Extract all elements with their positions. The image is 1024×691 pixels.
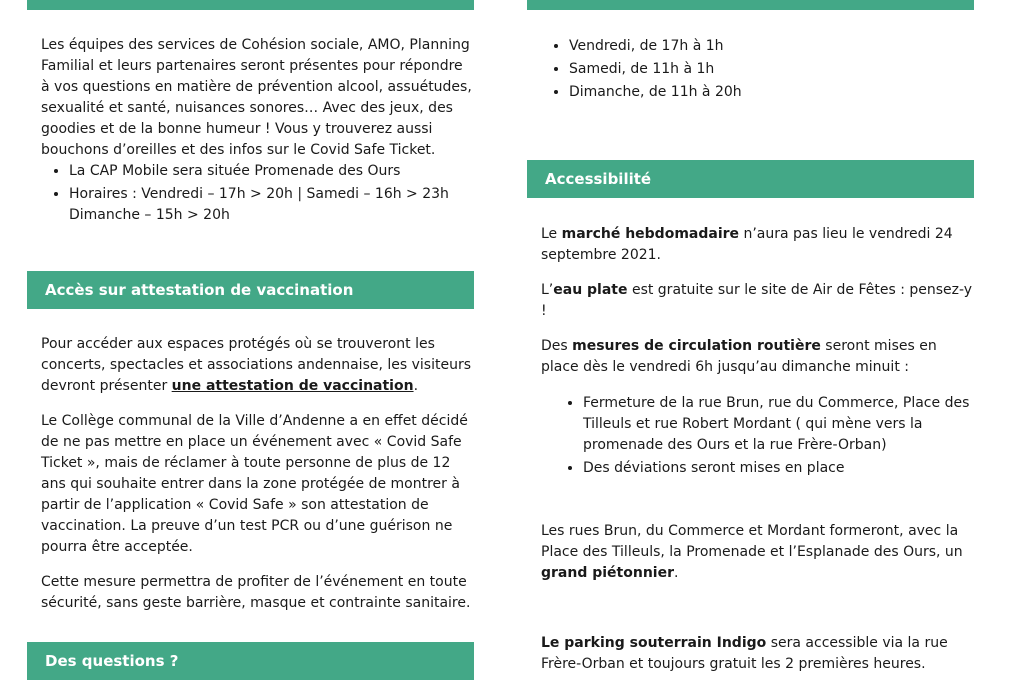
section-title-vaccination: Accès sur attestation de vaccination — [27, 271, 474, 309]
right-column — [527, 0, 974, 672]
bold-text: grand piétonnier — [541, 565, 674, 581]
list-item: • Dimanche, de 11h à 20h — [569, 82, 974, 103]
traffic-list — [541, 393, 974, 479]
bold-text: mesures de circulation routière — [572, 338, 821, 354]
list-item: • Vendredi, de 17h à 1h — [569, 36, 974, 57]
section-header-bar — [527, 0, 974, 10]
text: Pour accéder aux espaces protégés où se trouveront les concerts, spectacles et associations andennaise, les visiteurs devront présenter — [41, 336, 472, 394]
hours-list — [541, 36, 974, 103]
text: seront mises en place dès le vendredi 6h jusqu’au dimanche minuit : — [541, 338, 937, 375]
bold-text: Le parking souterrain Indigo — [541, 635, 767, 651]
paragraph — [541, 521, 974, 584]
text: Des — [541, 338, 573, 354]
list-item: • Des déviations seront mises en place — [583, 458, 974, 479]
paragraph — [541, 280, 974, 322]
text: . — [674, 565, 679, 581]
text: est gratuite sur le site de Air de Fêtes : pensez-y ! — [541, 282, 973, 319]
intro-paragraph: Les équipes des services de Cohésion sociale, AMO, Planning Familial et leurs partenaires seront présentes pour répondre à vos questions en matière de prévention alcool, assuétudes, sexualité et santé, nuisances sonores… Avec des jeux, des goodies et de la bonne humeur ! Vous y trouverez aussi bouchons d’oreilles et des infos sur le Covid Safe Ticket. — [41, 37, 472, 158]
text: . — [413, 378, 419, 394]
left-column — [27, 0, 474, 670]
bold-text: marché hebdomadaire — [561, 226, 740, 242]
paragraph — [541, 336, 974, 378]
list-item: • La CAP Mobile sera située Promenade des Ours — [69, 161, 474, 182]
section-header-bar — [27, 0, 474, 10]
accessibility-section — [527, 224, 974, 675]
text: Le — [541, 226, 562, 242]
list-item: • Horaires : Vendredi – 17h > 20h | Samedi – 16h > 23h Dimanche – 15h > 20h — [69, 184, 474, 226]
text: sera accessible via la rue Frère-Orban et toujours gratuit les 2 premières heures. — [541, 635, 948, 672]
hours-section — [527, 36, 974, 105]
paragraph — [541, 224, 974, 266]
list-item: • Fermeture de la rue Brun, rue du Commerce, Place des Tilleuls et rue Robert Mordant ( qui mène vers la promenade des Ours et la rue Frère-Orban) — [583, 393, 974, 456]
paragraph — [541, 633, 974, 675]
text: n’aura pas lieu le vendredi 24 septembre 2021. — [541, 226, 953, 263]
bold-text: eau plate — [553, 282, 628, 298]
text: Les rues Brun, du Commerce et Mordant formeront, avec la Place des Tilleuls, la Promenade et l’Esplanade des Ours, un — [541, 523, 963, 560]
cap-mobile-section — [27, 35, 474, 228]
list-item: • Samedi, de 11h à 1h — [569, 59, 974, 80]
intro-list — [41, 161, 474, 226]
paragraph: Le Collège communal de la Ville d’Andenne a en effet décidé de ne pas mettre en place un événement avec « Covid Safe Ticket », mais de réclamer à toute personne de plus de 12 ans qui souhaite entrer dans la zone protégée de montrer à partir de l’application « Covid Safe » son attestation de vaccination. La preuve d’un test PCR ou d’une guérison ne pourra être acceptée. — [41, 413, 468, 555]
paragraph — [41, 334, 474, 397]
attestation-link[interactable]: une attestation de vaccination — [171, 378, 414, 394]
section-title-questions: Des questions ? — [27, 642, 474, 680]
vaccination-section — [27, 334, 474, 614]
text: L’ — [541, 282, 554, 298]
section-title-accessibility: Accessibilité — [527, 160, 974, 198]
paragraph: Cette mesure permettra de profiter de l’événement en toute sécurité, sans geste barrière, masque et contrainte sanitaire. — [41, 574, 471, 611]
